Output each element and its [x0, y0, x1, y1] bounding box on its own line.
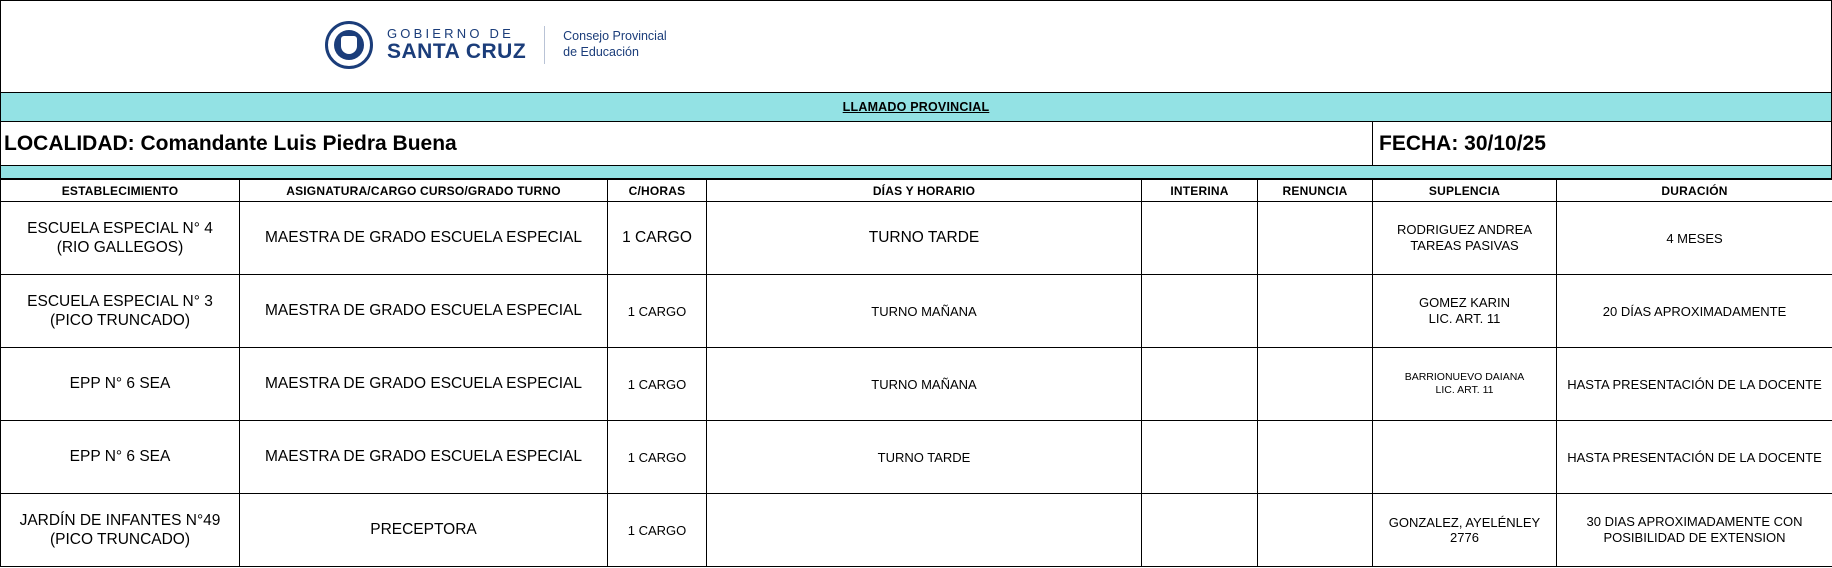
establecimiento-line-1: EPP N° 6 SEA [69, 375, 171, 393]
establecimiento-line-1: JARDÍN DE INFANTES N°49 [19, 511, 221, 529]
cell-suplencia [1373, 421, 1557, 494]
cell-duracion: HASTA PRESENTACIÓN DE LA DOCENTE [1557, 348, 1832, 421]
suplencia-line-1: RODRIGUEZ ANDREA [1396, 221, 1533, 237]
council-line-1: Consejo Provincial [563, 29, 667, 44]
cell-dias-horario [707, 494, 1142, 567]
col-header-choras: C/HORAS [608, 180, 707, 202]
cell-asignatura: MAESTRA DE GRADO ESCUELA ESPECIAL [240, 421, 608, 494]
cell-asignatura: PRECEPTORA [240, 494, 608, 567]
cell-interina [1142, 275, 1258, 348]
cell-renuncia [1258, 421, 1373, 494]
table-row [1, 421, 1832, 494]
cell-suplencia: GONZALEZ, AYELÉNLEY 2776 [1373, 494, 1557, 567]
suplencia-line-1: BARRIONUEVO DAIANA [1404, 370, 1525, 383]
santa-cruz-crest-icon [325, 21, 373, 69]
col-header-establecimiento: ESTABLECIMIENTO [1, 180, 240, 202]
cell-suplencia [1373, 202, 1557, 275]
table-header-row [1, 180, 1832, 202]
cell-interina [1142, 494, 1258, 567]
cell-duracion [1557, 494, 1832, 567]
government-wordmark [387, 27, 526, 63]
suplencia-line-2: LIC. ART. 11 [1428, 311, 1501, 326]
document-header [0, 0, 1832, 93]
cell-renuncia [1258, 275, 1373, 348]
suplencia-line-2: LIC. ART. 11 [1435, 384, 1494, 396]
establecimiento-line-2: (PICO TRUNCADO) [49, 312, 191, 329]
cell-suplencia [1373, 348, 1557, 421]
cell-suplencia [1373, 275, 1557, 348]
fecha-text: FECHA: 30/10/25 [1372, 122, 1832, 165]
cell-establecimiento [1, 421, 240, 494]
cell-establecimiento [1, 202, 240, 275]
cell-choras: 1 CARGO [608, 348, 707, 421]
gov-line-1: GOBIERNO DE [387, 26, 514, 42]
localidad-text: LOCALIDAD: Comandante Luis Piedra Buena [4, 131, 457, 155]
table-row [1, 275, 1832, 348]
logo-divider [544, 26, 545, 64]
localidad-fecha-row [0, 122, 1832, 166]
llamado-provincial-banner [0, 93, 1832, 122]
cell-interina [1142, 202, 1258, 275]
cell-dias-horario: TURNO TARDE [707, 421, 1142, 494]
cell-renuncia [1258, 348, 1373, 421]
council-line-2: de Educación [563, 45, 639, 59]
vacancies-table [0, 179, 1832, 567]
council-wordmark [563, 29, 667, 60]
cell-dias-horario: TURNO MAÑANA [707, 348, 1142, 421]
cell-dias-horario: TURNO MAÑANA [707, 275, 1142, 348]
cell-duracion: 4 MESES [1557, 202, 1832, 275]
cell-choras: 1 CARGO [608, 494, 707, 567]
logo-group [325, 21, 667, 69]
duracion-line-2: POSIBILIDAD DE EXTENSION [1603, 530, 1786, 545]
cell-choras: 1 CARGO [608, 275, 707, 348]
col-header-dias-horario: DÍAS Y HORARIO [707, 180, 1142, 202]
establecimiento-line-1: ESCUELA ESPECIAL N° 3 [27, 292, 213, 310]
duracion-line-1: 30 DIAS APROXIMADAMENTE CON [1586, 513, 1803, 529]
cell-asignatura: MAESTRA DE GRADO ESCUELA ESPECIAL [240, 348, 608, 421]
cell-asignatura: MAESTRA DE GRADO ESCUELA ESPECIAL [240, 275, 608, 348]
cell-choras: 1 CARGO [608, 202, 707, 275]
suplencia-line-1: GOMEZ KARIN [1418, 294, 1510, 310]
table-row [1, 202, 1832, 275]
establecimiento-line-1: EPP N° 6 SEA [69, 448, 171, 466]
cell-renuncia [1258, 202, 1373, 275]
cell-dias-horario: TURNO TARDE [707, 202, 1142, 275]
banner-title: LLAMADO PROVINCIAL [842, 100, 990, 114]
establecimiento-line-1: ESCUELA ESPECIAL N° 4 [27, 219, 213, 237]
cell-establecimiento [1, 275, 240, 348]
cell-interina [1142, 421, 1258, 494]
header-left-border [0, 1, 1, 92]
establecimiento-line-2: (PICO TRUNCADO) [49, 531, 191, 548]
table-row [1, 494, 1832, 567]
col-header-interina: INTERINA [1142, 180, 1258, 202]
locrow-left-border [0, 122, 1, 165]
cyan-spacer-bar [0, 166, 1832, 179]
col-header-suplencia: SUPLENCIA [1373, 180, 1557, 202]
col-header-duracion: DURACIÓN [1557, 180, 1832, 202]
cell-establecimiento [1, 348, 240, 421]
cell-duracion: HASTA PRESENTACIÓN DE LA DOCENTE [1557, 421, 1832, 494]
crest-inner-shape [334, 30, 364, 60]
cell-interina [1142, 348, 1258, 421]
gov-line-2: SANTA CRUZ [387, 39, 527, 63]
table-row [1, 348, 1832, 421]
cell-asignatura: MAESTRA DE GRADO ESCUELA ESPECIAL [240, 202, 608, 275]
cell-choras: 1 CARGO [608, 421, 707, 494]
col-header-renuncia: RENUNCIA [1258, 180, 1373, 202]
suplencia-line-2: TAREAS PASIVAS [1410, 238, 1519, 253]
spacer-left-border [0, 166, 1, 178]
cell-establecimiento [1, 494, 240, 567]
cell-renuncia [1258, 494, 1373, 567]
cell-duracion: 20 DÍAS APROXIMADAMENTE [1557, 275, 1832, 348]
banner-left-border [0, 93, 1, 121]
establecimiento-line-2: (RIO GALLEGOS) [56, 239, 184, 256]
col-header-asignatura: ASIGNATURA/CARGO CURSO/GRADO TURNO [240, 180, 608, 202]
